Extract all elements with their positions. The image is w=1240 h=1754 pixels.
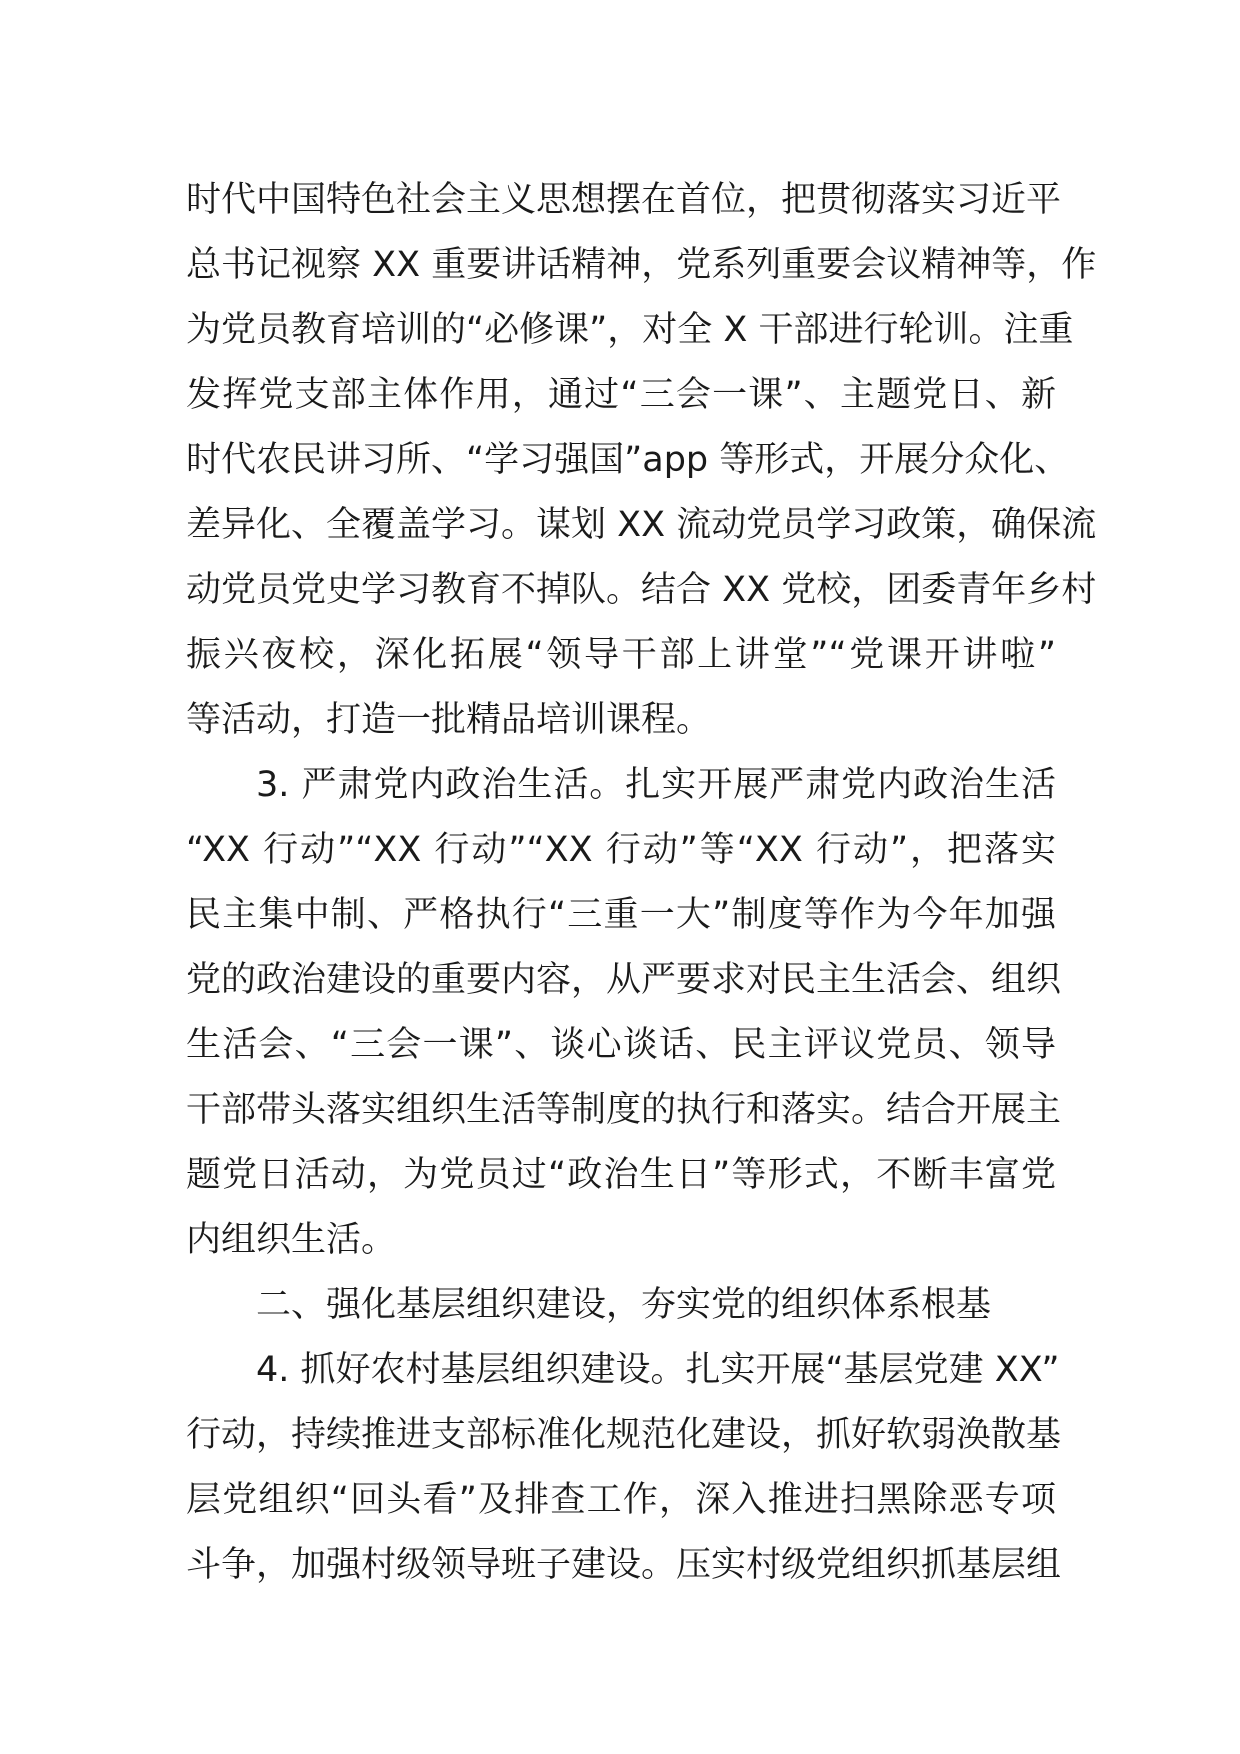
text-line: 差异化、全覆盖学习。谋划 XX 流动党员学习政策，确保流	[186, 505, 1097, 545]
paragraph-3-heading-line: 3. 严肃党内政治生活。扎实开展严肃党内政治生活	[256, 765, 1056, 805]
text-line: 题党日活动，为党员过“政治生日”等形式，不断丰富党	[186, 1155, 1056, 1195]
document-body	[186, 168, 1097, 1598]
text-line: 层党组织“回头看”及排查工作，深入推进扫黑除恶专项	[186, 1480, 1056, 1520]
text-line: 行动，持续推进支部标准化规范化建设，抓好软弱涣散基	[186, 1415, 1062, 1455]
text-line: 总书记视察 XX 重要讲话精神，党系列重要会议精神等，作	[186, 245, 1097, 285]
text-line: 斗争，加强村级领导班子建设。压实村级党组织抓基层组	[186, 1545, 1062, 1585]
text-line: “XX 行动”“XX 行动”“XX 行动”等“XX 行动”，把落实	[186, 830, 1056, 870]
section-heading: 二、强化基层组织建设，夯实党的组织体系根基	[256, 1285, 992, 1325]
text-line: 内组织生活。	[186, 1220, 397, 1260]
text-line: 生活会、“三会一课”、谈心谈话、民主评议党员、领导	[186, 1025, 1056, 1065]
text-line: 党的政治建设的重要内容，从严要求对民主生活会、组织	[186, 960, 1062, 1000]
text-line: 发挥党支部主体作用，通过“三会一课”、主题党日、新	[186, 375, 1056, 415]
text-line: 等活动，打造一批精品培训课程。	[186, 700, 712, 740]
text-line: 民主集中制、严格执行“三重一大”制度等作为今年加强	[186, 895, 1056, 935]
text-line: 为党员教育培训的“必修课”，对全 X 干部进行轮训。注重	[186, 310, 1074, 350]
text-line: 振兴夜校，深化拓展“领导干部上讲堂”“党课开讲啦”	[186, 635, 1056, 675]
text-line: 时代中国特色社会主义思想摆在首位，把贯彻落实习近平	[186, 180, 1062, 220]
paragraph-4-heading-line: 4. 抓好农村基层组织建设。扎实开展“基层党建 XX”	[256, 1350, 1060, 1390]
text-line: 时代农民讲习所、“学习强国”app 等形式，开展分众化、	[186, 440, 1070, 480]
text-line: 干部带头落实组织生活等制度的执行和落实。结合开展主	[186, 1090, 1062, 1130]
text-line: 动党员党史学习教育不掉队。结合 XX 党校，团委青年乡村	[186, 570, 1097, 610]
